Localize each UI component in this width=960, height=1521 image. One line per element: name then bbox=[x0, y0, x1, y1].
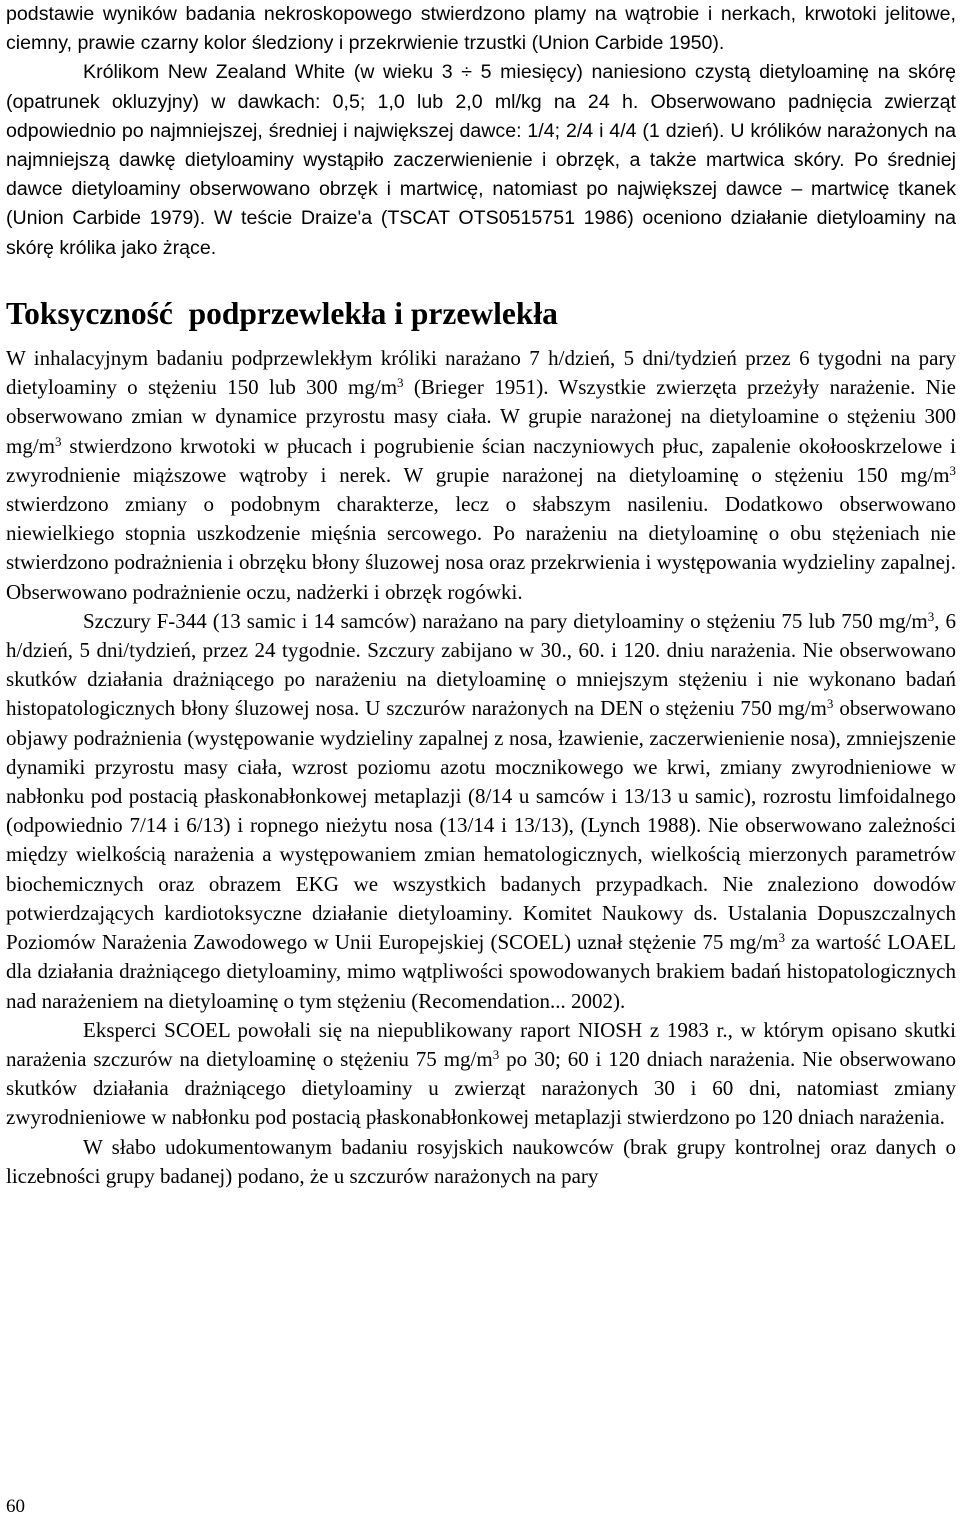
section-text-3b: po 30; 60 i 120 dniach narażenia. Nie obserwowano skutków działania drażniącego dietyloaminy u zwierząt narażonych 30 i 60 dni, natomiast zmiany zwyrodnieniowe w nabłonku pod postacią płaskonabłonkowej metaplazji stwierdzono po 120 dniach narażenia. bbox=[6, 1046, 956, 1130]
superscript: 3 bbox=[927, 608, 935, 624]
intro-paragraph-1 bbox=[6, 0, 956, 58]
section-heading bbox=[6, 295, 956, 331]
section-text-2a: Szczury F-344 (13 samic i 14 samców) narażano na pary dietyloaminy o stężeniu 75 lub 750 mg/m bbox=[83, 608, 928, 633]
superscript: 3 bbox=[397, 375, 404, 391]
section-text-1c: stwierdzono krwotoki w płucach i pogrubienie ścian naczyniowych płuc, zapalenie okołooskrzelowe i zwyrodnienie miąższowe wątroby i nerek. W grupie narażonej na dietyloaminę o stężeniu 150 mg/m bbox=[6, 433, 956, 487]
superscript: 3 bbox=[826, 696, 834, 712]
intro-text-2b: 5 miesięcy) naniesiono czystą dietyloaminę na skórę (opatrunek okluzyjny) w dawkach: 0,5; 1,0 lub 2,0 ml/kg na 24 h. bbox=[6, 61, 957, 113]
section-text-3a: Eksperci SCOEL powołali się na niepublikowany raport NIOSH z 1983 r., w którym opisano skutki narażenia szczurów na dietyloaminę o stężeniu 75 mg/m bbox=[6, 1017, 956, 1071]
section-text-1d: stwierdzono zmiany o podobnym charakterze, lecz o słabszym nasileniu. Dodatkowo obserwowano niewielkiego stopnia uszkodzenie mięśnia sercowego. Po narażeniu na dietyloaminę o obu stężeniach nie stwierdzono podrażnienia i obrzęku błony śluzowej nosa oraz przekrwienia i występowania wydzieliny zapalnej. Obserwowano podrażnienie oczu, nadżerki i obrzęk rogówki. bbox=[6, 492, 956, 604]
section-paragraph-2 bbox=[6, 607, 956, 1016]
section-text-2b: , 6 h/dzień, 5 dni/tydzień, przez 24 tygodnie. Szczury zabijano w 30., 60. i 120. dniu narażenia. Nie obserwowano skutków działania drażniącego po narażeniu na dietyloaminę o mniejszym stężeniu i nie wykonano badań histopatologicznych błony śluzowej nosa. U szczurów narażonych na DEN o stężeniu 750 mg/m bbox=[6, 608, 956, 721]
section-text-2c: obserwowano objawy podrażnienia (występowanie wydzieliny zapalnej z nosa, łzawienie, zaczerwienienie nosa), zmniejszenie dynamiki przyrostu masy ciała, wzrost poziomu azotu mocznikowego we krwi, zmiany zwyrodnieniowe w nabłonku pod postacią płaskonabłonkowej metaplazji (8/14 u samców i 13/13 u samic), rozrostu limfoidalnego (odpowiednio 7/14 i 6/13) i ropnego nieżytu nosa (13/14 i 13/13), (Lynch 1988). Nie obserwowano zależności między wielkością narażenia a występowaniem zmian hematologicznych, wielkością mierzonych parametrów biochemicznych oraz obrazem EKG we wszystkich badanych przypadkach. Nie znaleziono dowodów potwierdzających kardiotoksyczne działanie dietyloaminy. Komitet Naukowy ds. Ustalania Dopuszczalnych Poziomów Narażenia Zawodowego w Unii Europejskiej (SCOEL) uznał stężenie 75 mg/m bbox=[6, 696, 956, 955]
superscript: 3 bbox=[55, 433, 62, 449]
superscript: 3 bbox=[778, 930, 785, 946]
section-paragraph-3 bbox=[6, 1016, 956, 1133]
intro-text-2a: Królikom New Zealand White (w wieku 3 bbox=[83, 61, 462, 84]
intro-text-2c: Obserwowano padnięcia zwierząt odpowiednio po najmniejszej, średniej i największej dawce: 1/4; 2/4 i 4/4 (1 dzień). bbox=[6, 90, 956, 142]
section-paragraph-4 bbox=[6, 1133, 956, 1191]
division-sign: ÷ bbox=[461, 61, 473, 84]
section-text-4: W słabo udokumentowanym badaniu rosyjskich naukowców (brak grupy kontrolnej oraz danych o liczebności grupy badanej) podano, że u szczurów narażonych na pary bbox=[6, 1134, 956, 1188]
section-text-2d: za wartość LOAEL dla działania drażniącego dietyloaminy, mimo wątpliwości spowodowanych brakiem badań histopatologicznych nad narażeniem na dietyloaminę o tym stężeniu (Recomendation... 2002). bbox=[6, 930, 957, 1013]
section-heading-part-1: Toksyczność bbox=[6, 295, 173, 331]
section-text-1a: W inhalacyjnym badaniu podprzewlekłym króliki narażano 7 h/dzień, 5 dni/tydzień przez 6 tygodni na pary dietyloaminy o stężeniu 150 lub 300 mg/m bbox=[6, 346, 956, 400]
intro-text-2d: U królików narażonych na najmniejszą dawkę dietyloaminy wystąpiło zaczerwienienie i obrzęk, a także martwica skóry. Po średniej dawce dietyloaminy obserwowano obrzęk i martwicę, natomiast po największej dawce – martwicę tkanek (Union Carbide 1979). W teście Draize'a (TSCAT OTS0515751 1986) oceniono działanie dietyloaminy na skórę królika jako żrące. bbox=[6, 119, 956, 259]
intro-paragraph-2 bbox=[6, 58, 956, 262]
section-heading-part-2: podprzewlekła i przewlekła bbox=[188, 295, 558, 331]
intro-text-1: podstawie wyników badania nekroskopowego stwierdzono plamy na wątrobie i nerkach, krwotoki jelitowe, ciemny, prawie czarny kolor śledziony i przekrwienie trzustki (Union Carbide 1950). bbox=[6, 3, 956, 55]
superscript: 3 bbox=[949, 462, 956, 478]
superscript: 3 bbox=[492, 1046, 500, 1062]
page-number: 60 bbox=[6, 1496, 25, 1517]
section-text-1b: (Brieger 1951). Wszystkie zwierzęta przeżyły narażenie. Nie obserwowano zmian w dynamice przyrostu masy ciała. W grupie narażonej na dietyloamine o stężeniu 300 mg/m bbox=[6, 375, 956, 458]
section-paragraph-1 bbox=[6, 344, 956, 607]
document-page bbox=[6, 0, 956, 1191]
